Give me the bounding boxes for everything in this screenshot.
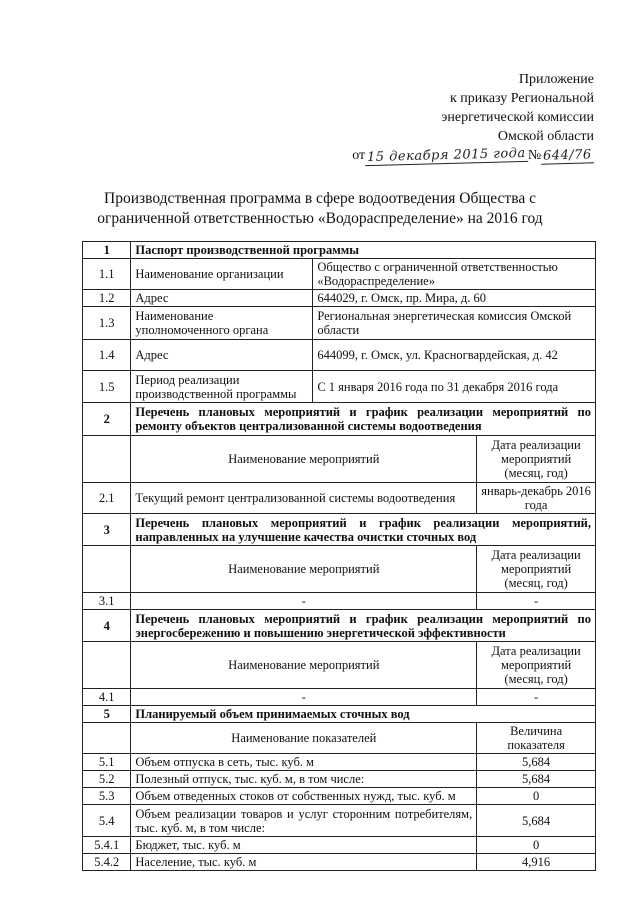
row-number: 2.1	[83, 483, 131, 514]
section-number: 1	[83, 242, 131, 259]
row-number	[83, 723, 131, 754]
row-value: 0	[477, 837, 596, 854]
date-number-line	[352, 146, 594, 165]
column-header-date: Дата реализации мероприятий (месяц, год)	[477, 436, 596, 483]
section-number: 2	[83, 403, 131, 436]
section-header-row	[83, 514, 596, 546]
row-number	[83, 642, 131, 689]
table-row	[83, 593, 596, 610]
commission-line: энергетической комиссии	[441, 110, 594, 125]
row-value: 0	[477, 788, 596, 805]
row-label: Адрес	[131, 290, 313, 307]
row-value: Региональная энергетическая комиссия Омской области	[313, 307, 596, 340]
handwritten-number: 644/76	[541, 147, 594, 164]
from-label: от	[352, 148, 366, 163]
section-header-row	[83, 403, 596, 436]
column-header-name: Наименование показателей	[131, 723, 477, 754]
column-header-row	[83, 546, 596, 593]
row-name: Объем отпуска в сеть, тыс. куб. м	[131, 754, 477, 771]
row-name: Бюджет, тыс. куб. м	[131, 837, 477, 854]
row-number: 1.2	[83, 290, 131, 307]
handwritten-date: 15 декабря 2015 года	[365, 146, 528, 166]
row-number: 5.4.1	[83, 837, 131, 854]
row-number	[83, 436, 131, 483]
table-row	[83, 483, 596, 514]
column-header-name: Наименование мероприятий	[131, 642, 477, 689]
order-reference	[352, 70, 594, 165]
row-number: 5.4.2	[83, 854, 131, 871]
order-line: к приказу Региональной	[449, 91, 594, 106]
row-number: 1.4	[83, 340, 131, 371]
section-title: Перечень плановых мероприятий и график реализации мероприятий по ремонту объектов централизованной системы водоотведения	[131, 403, 596, 436]
column-header-row	[83, 723, 596, 754]
number-label: №	[527, 148, 542, 163]
appendix-label: Приложение	[518, 72, 594, 87]
table-row	[83, 340, 596, 371]
section-header-row	[83, 706, 596, 723]
row-number: 1.3	[83, 307, 131, 340]
column-header-row	[83, 436, 596, 483]
row-number: 1.1	[83, 259, 131, 290]
row-name: Текущий ремонт централизованной системы водоотведения	[131, 483, 477, 514]
column-header-date: Дата реализации мероприятий (месяц, год)	[477, 642, 596, 689]
row-value: 5,684	[477, 754, 596, 771]
table-row	[83, 771, 596, 788]
row-label: Наименование уполномоченного органа	[131, 307, 313, 340]
row-number: 1.5	[83, 371, 131, 403]
row-number: 5.4	[83, 805, 131, 837]
row-number: 3.1	[83, 593, 131, 610]
title-line-2: ограниченной ответственностью «Водораспределение» на 2016 год	[97, 210, 543, 227]
table-row	[83, 290, 596, 307]
row-name: Объем отведенных стоков от собственных нужд, тыс. куб. м	[131, 788, 477, 805]
column-header-date: Дата реализации мероприятий (месяц, год)	[477, 546, 596, 593]
row-value: 5,684	[477, 805, 596, 837]
document-title	[0, 189, 640, 229]
row-number: 5.2	[83, 771, 131, 788]
row-date: январь-декабрь 2016 года	[477, 483, 596, 514]
row-value: Общество с ограниченной ответственностью «Водораспределение»	[313, 259, 596, 290]
section-title: Планируемый объем принимаемых сточных вод	[131, 706, 596, 723]
row-name: -	[131, 593, 477, 610]
production-program-table	[82, 241, 596, 871]
table-row	[83, 259, 596, 290]
column-header-row	[83, 642, 596, 689]
row-name: Население, тыс. куб. м	[131, 854, 477, 871]
column-header-value: Величина показателя	[477, 723, 596, 754]
row-label: Период реализации производственной программы	[131, 371, 313, 403]
row-date: -	[477, 593, 596, 610]
row-label: Наименование организации	[131, 259, 313, 290]
row-value: 5,684	[477, 771, 596, 788]
section-title: Перечень плановых мероприятий и график реализации мероприятий по энергосбережению и повышению энергетической эффективности	[131, 610, 596, 642]
table-row	[83, 689, 596, 706]
section-number: 4	[83, 610, 131, 642]
row-name: Полезный отпуск, тыс. куб. м, в том числе:	[131, 771, 477, 788]
row-date: -	[477, 689, 596, 706]
section-header-row	[83, 242, 596, 259]
row-label: Адрес	[131, 340, 313, 371]
row-number: 5.1	[83, 754, 131, 771]
title-line-1: Производственная программа в сфере водоотведения Общества с	[104, 190, 536, 207]
table-row	[83, 371, 596, 403]
section-number: 5	[83, 706, 131, 723]
table-row	[83, 854, 596, 871]
table-row	[83, 788, 596, 805]
section-title: Паспорт производственной программы	[131, 242, 596, 259]
row-value: 644029, г. Омск, пр. Мира, д. 60	[313, 290, 596, 307]
table-row	[83, 754, 596, 771]
region-line: Омской области	[497, 129, 594, 144]
table-row	[83, 837, 596, 854]
row-name: -	[131, 689, 477, 706]
table-row	[83, 805, 596, 837]
row-number	[83, 546, 131, 593]
row-value: 4,916	[477, 854, 596, 871]
row-value: 644099, г. Омск, ул. Красногвардейская, д. 42	[313, 340, 596, 371]
table-row	[83, 307, 596, 340]
row-value: С 1 января 2016 года по 31 декабря 2016 года	[313, 371, 596, 403]
section-number: 3	[83, 514, 131, 546]
row-number: 5.3	[83, 788, 131, 805]
column-header-name: Наименование мероприятий	[131, 546, 477, 593]
section-title: Перечень плановых мероприятий и график реализации мероприятий, направленных на улучшение качества очистки сточных вод	[131, 514, 596, 546]
row-name: Объем реализации товаров и услуг сторонним потребителям, тыс. куб. м, в том числе:	[131, 805, 477, 837]
row-number: 4.1	[83, 689, 131, 706]
column-header-name: Наименование мероприятий	[131, 436, 477, 483]
section-header-row	[83, 610, 596, 642]
